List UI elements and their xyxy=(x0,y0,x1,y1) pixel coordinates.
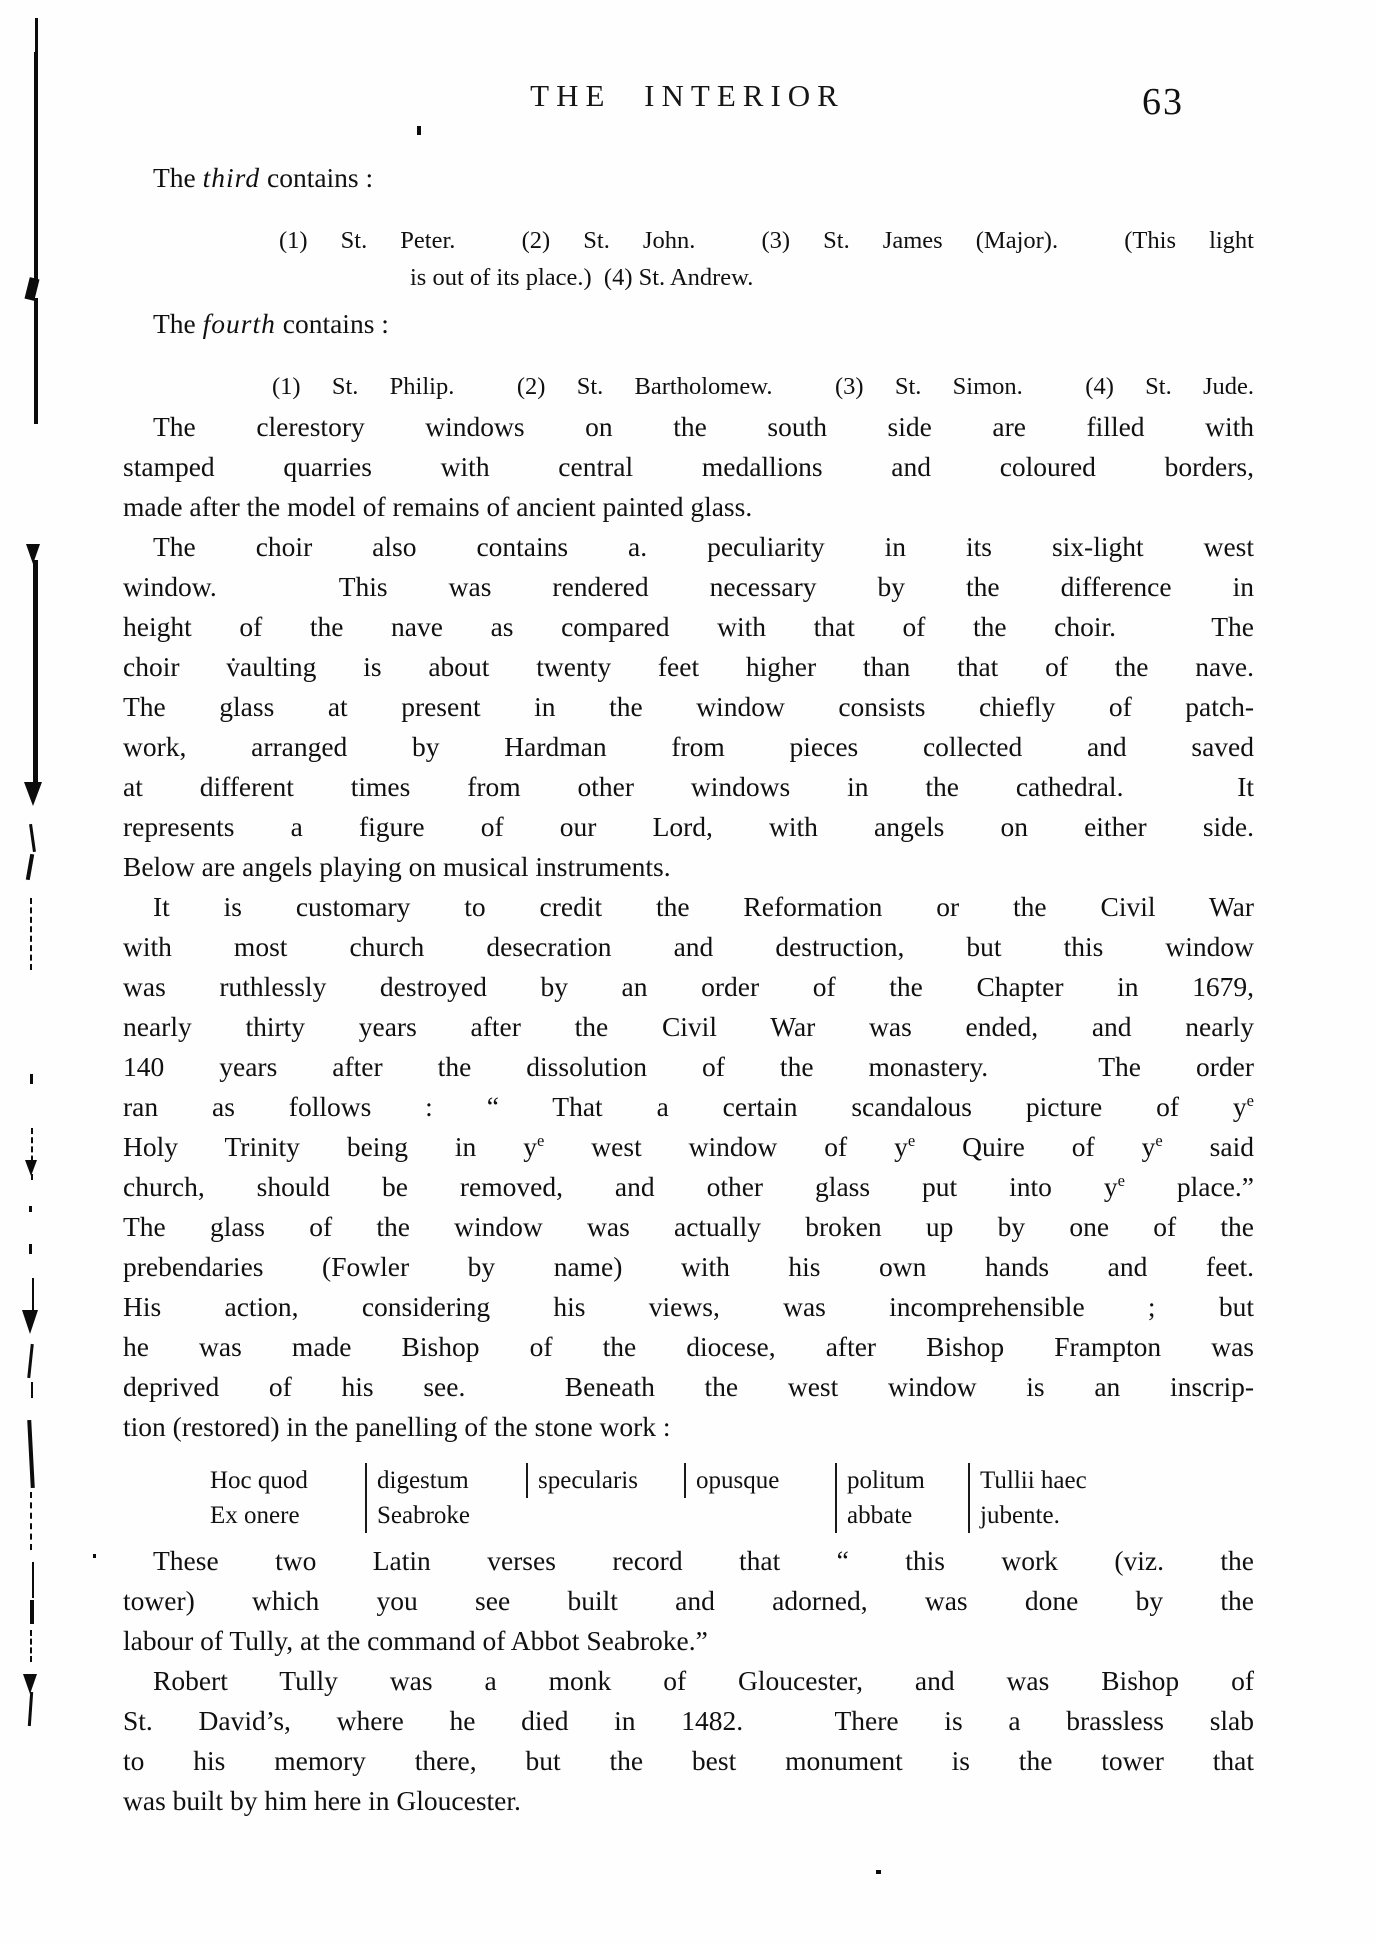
page-header-title: THE INTERIOR xyxy=(530,78,845,113)
inscription-cell: Seabroke xyxy=(365,1498,526,1533)
scan-artifact xyxy=(31,1382,33,1398)
scan-artifact xyxy=(32,1562,34,1598)
text-line: nearly thirty years after the Civil War was ended, and nearly xyxy=(123,1011,1254,1042)
text-line: Robert Tully was a monk of Gloucester, and was Bishop of xyxy=(153,1665,1254,1696)
scan-artifact xyxy=(30,1600,34,1624)
page-number: 63 xyxy=(1142,81,1184,123)
ink-speck xyxy=(93,1554,96,1558)
scan-artifact xyxy=(29,1244,32,1254)
text-line: prebendaries (Fowler by name) with his own hands and feet. xyxy=(123,1251,1254,1282)
inscription-cell: Tullii haec xyxy=(968,1463,1190,1498)
text-line: at different times from other windows in the cathedral. It xyxy=(123,771,1254,802)
text-line: deprived of his see. Beneath the west window is an inscrip- xyxy=(123,1371,1254,1402)
inscription-cell: digestum xyxy=(365,1463,526,1498)
fourth-window-heading: The fourth contains : xyxy=(153,308,389,339)
text-line: represents a figure of our Lord, with angels on either side. xyxy=(123,811,1254,842)
inscription-cell: jubente. xyxy=(968,1498,1190,1533)
scan-artifact xyxy=(30,1630,34,1662)
text-line: 140 years after the dissolution of the monastery. The order xyxy=(123,1051,1254,1082)
text-line: It is customary to credit the Reformation or the Civil War xyxy=(153,891,1254,922)
scan-artifact xyxy=(27,1420,35,1488)
text-line: church, should be removed, and other glass put into $y^e$ place.” xyxy=(123,1170,1254,1202)
scan-artifact xyxy=(22,1310,38,1334)
text-column xyxy=(123,158,1254,1821)
text-line: is out of its place.) (4) St. Andrew. xyxy=(410,264,754,291)
ink-speck xyxy=(876,1870,881,1874)
text-line: was ruthlessly destroyed by an order of the Chapter in 1679, xyxy=(123,971,1254,1002)
fourth-window-saints-list xyxy=(123,368,1254,405)
scan-artifact xyxy=(29,1206,32,1212)
ink-speck xyxy=(417,126,421,135)
scan-artifact xyxy=(30,898,34,970)
scan-artifact xyxy=(27,1344,34,1378)
text-line: St. David’s, where he died in 1482. There is a brassless slab xyxy=(123,1705,1254,1736)
scan-artifact xyxy=(32,1278,34,1312)
text-line: His action, considering his views, was incomprehensible ; but xyxy=(123,1291,1254,1322)
inscription-cell: Hoc quod xyxy=(210,1467,308,1494)
text-line: with most church desecration and destruction, but this window xyxy=(123,931,1254,962)
scan-artifact xyxy=(30,1074,33,1084)
text-line: was built by him here in Gloucester. xyxy=(123,1785,521,1816)
third-window-saints-list xyxy=(123,222,1254,296)
inscription-cell: opusque xyxy=(684,1463,835,1498)
inscription-cell xyxy=(684,1498,835,1533)
text-line: stamped quarries with central medallions and coloured borders, xyxy=(123,451,1254,482)
text-line: labour of Tully, at the command of Abbot Seabroke.” xyxy=(123,1625,708,1656)
inscription-cell: Ex onere xyxy=(210,1502,300,1529)
scan-artifact xyxy=(29,824,36,852)
inscription-cell: abbate xyxy=(835,1498,968,1533)
text-line: The clerestory windows on the south side are filled with xyxy=(153,411,1254,442)
text-line: window. This was rendered necessary by the difference in xyxy=(123,571,1254,602)
text-line: to his memory there, but the best monument is the tower that xyxy=(123,1745,1254,1776)
inscription-table xyxy=(210,1463,1190,1533)
text-line: work, arranged by Hardman from pieces collected and saved xyxy=(123,731,1254,762)
scan-artifact xyxy=(24,782,42,806)
scan-artifact xyxy=(35,18,38,54)
paragraph-robert-tully xyxy=(123,1661,1254,1821)
text-line: Holy Trinity being in $y^e$ west window of $y^e$ Quire of $y^e$ said xyxy=(123,1130,1254,1162)
inscription-cell: politum xyxy=(835,1463,968,1498)
scan-artifact xyxy=(34,52,38,282)
scan-artifact xyxy=(28,1692,33,1726)
text-line: choir v̇aulting is about twenty feet higher than that of the nave. xyxy=(123,651,1254,682)
text-line: The glass of the window was actually broken up by one of the xyxy=(123,1211,1254,1242)
scan-artifact xyxy=(25,1160,37,1176)
text-line: (1) St. Peter. (2) St. John. (3) St. James (Major). (This light xyxy=(279,227,1254,254)
text-line: The choir also contains a. peculiarity in its six-light west xyxy=(153,531,1254,562)
text-line: Below are angels playing on musical instruments. xyxy=(123,851,671,882)
text-line: he was made Bishop of the diocese, after Bishop Frampton was xyxy=(123,1331,1254,1362)
text-line: tower) which you see built and adorned, was done by the xyxy=(123,1585,1254,1616)
third-window-heading: The third contains : xyxy=(153,162,374,193)
text-line: ran as follows : “ That a certain scandalous picture of $y^e$ xyxy=(123,1090,1254,1122)
text-line: (1) St. Philip. (2) St. Bartholomew. (3) St. Simon. (4) St. Jude. xyxy=(272,373,1254,400)
paragraph-latin-verses xyxy=(123,1541,1254,1661)
text-line: These two Latin verses record that “ this work (viz. the xyxy=(153,1545,1254,1576)
paragraph-window-destruction xyxy=(123,887,1254,1447)
scan-artifact xyxy=(30,1492,34,1550)
scan-artifact xyxy=(33,560,38,788)
scan-artifact xyxy=(34,298,38,424)
text-line: tion (restored) in the panelling of the stone work : xyxy=(123,1411,671,1442)
inscription-cell: specularis xyxy=(526,1463,684,1498)
paragraph-choir-west-window xyxy=(123,527,1254,887)
text-line: The glass at present in the window consists chiefly of patch- xyxy=(123,691,1254,722)
text-line: made after the model of remains of ancient painted glass. xyxy=(123,491,753,522)
inscription-cell xyxy=(526,1498,684,1533)
scan-artifact xyxy=(26,854,34,880)
paragraph-clerestory xyxy=(123,407,1254,527)
text-line: height of the nave as compared with that of the choir. The xyxy=(123,611,1254,642)
